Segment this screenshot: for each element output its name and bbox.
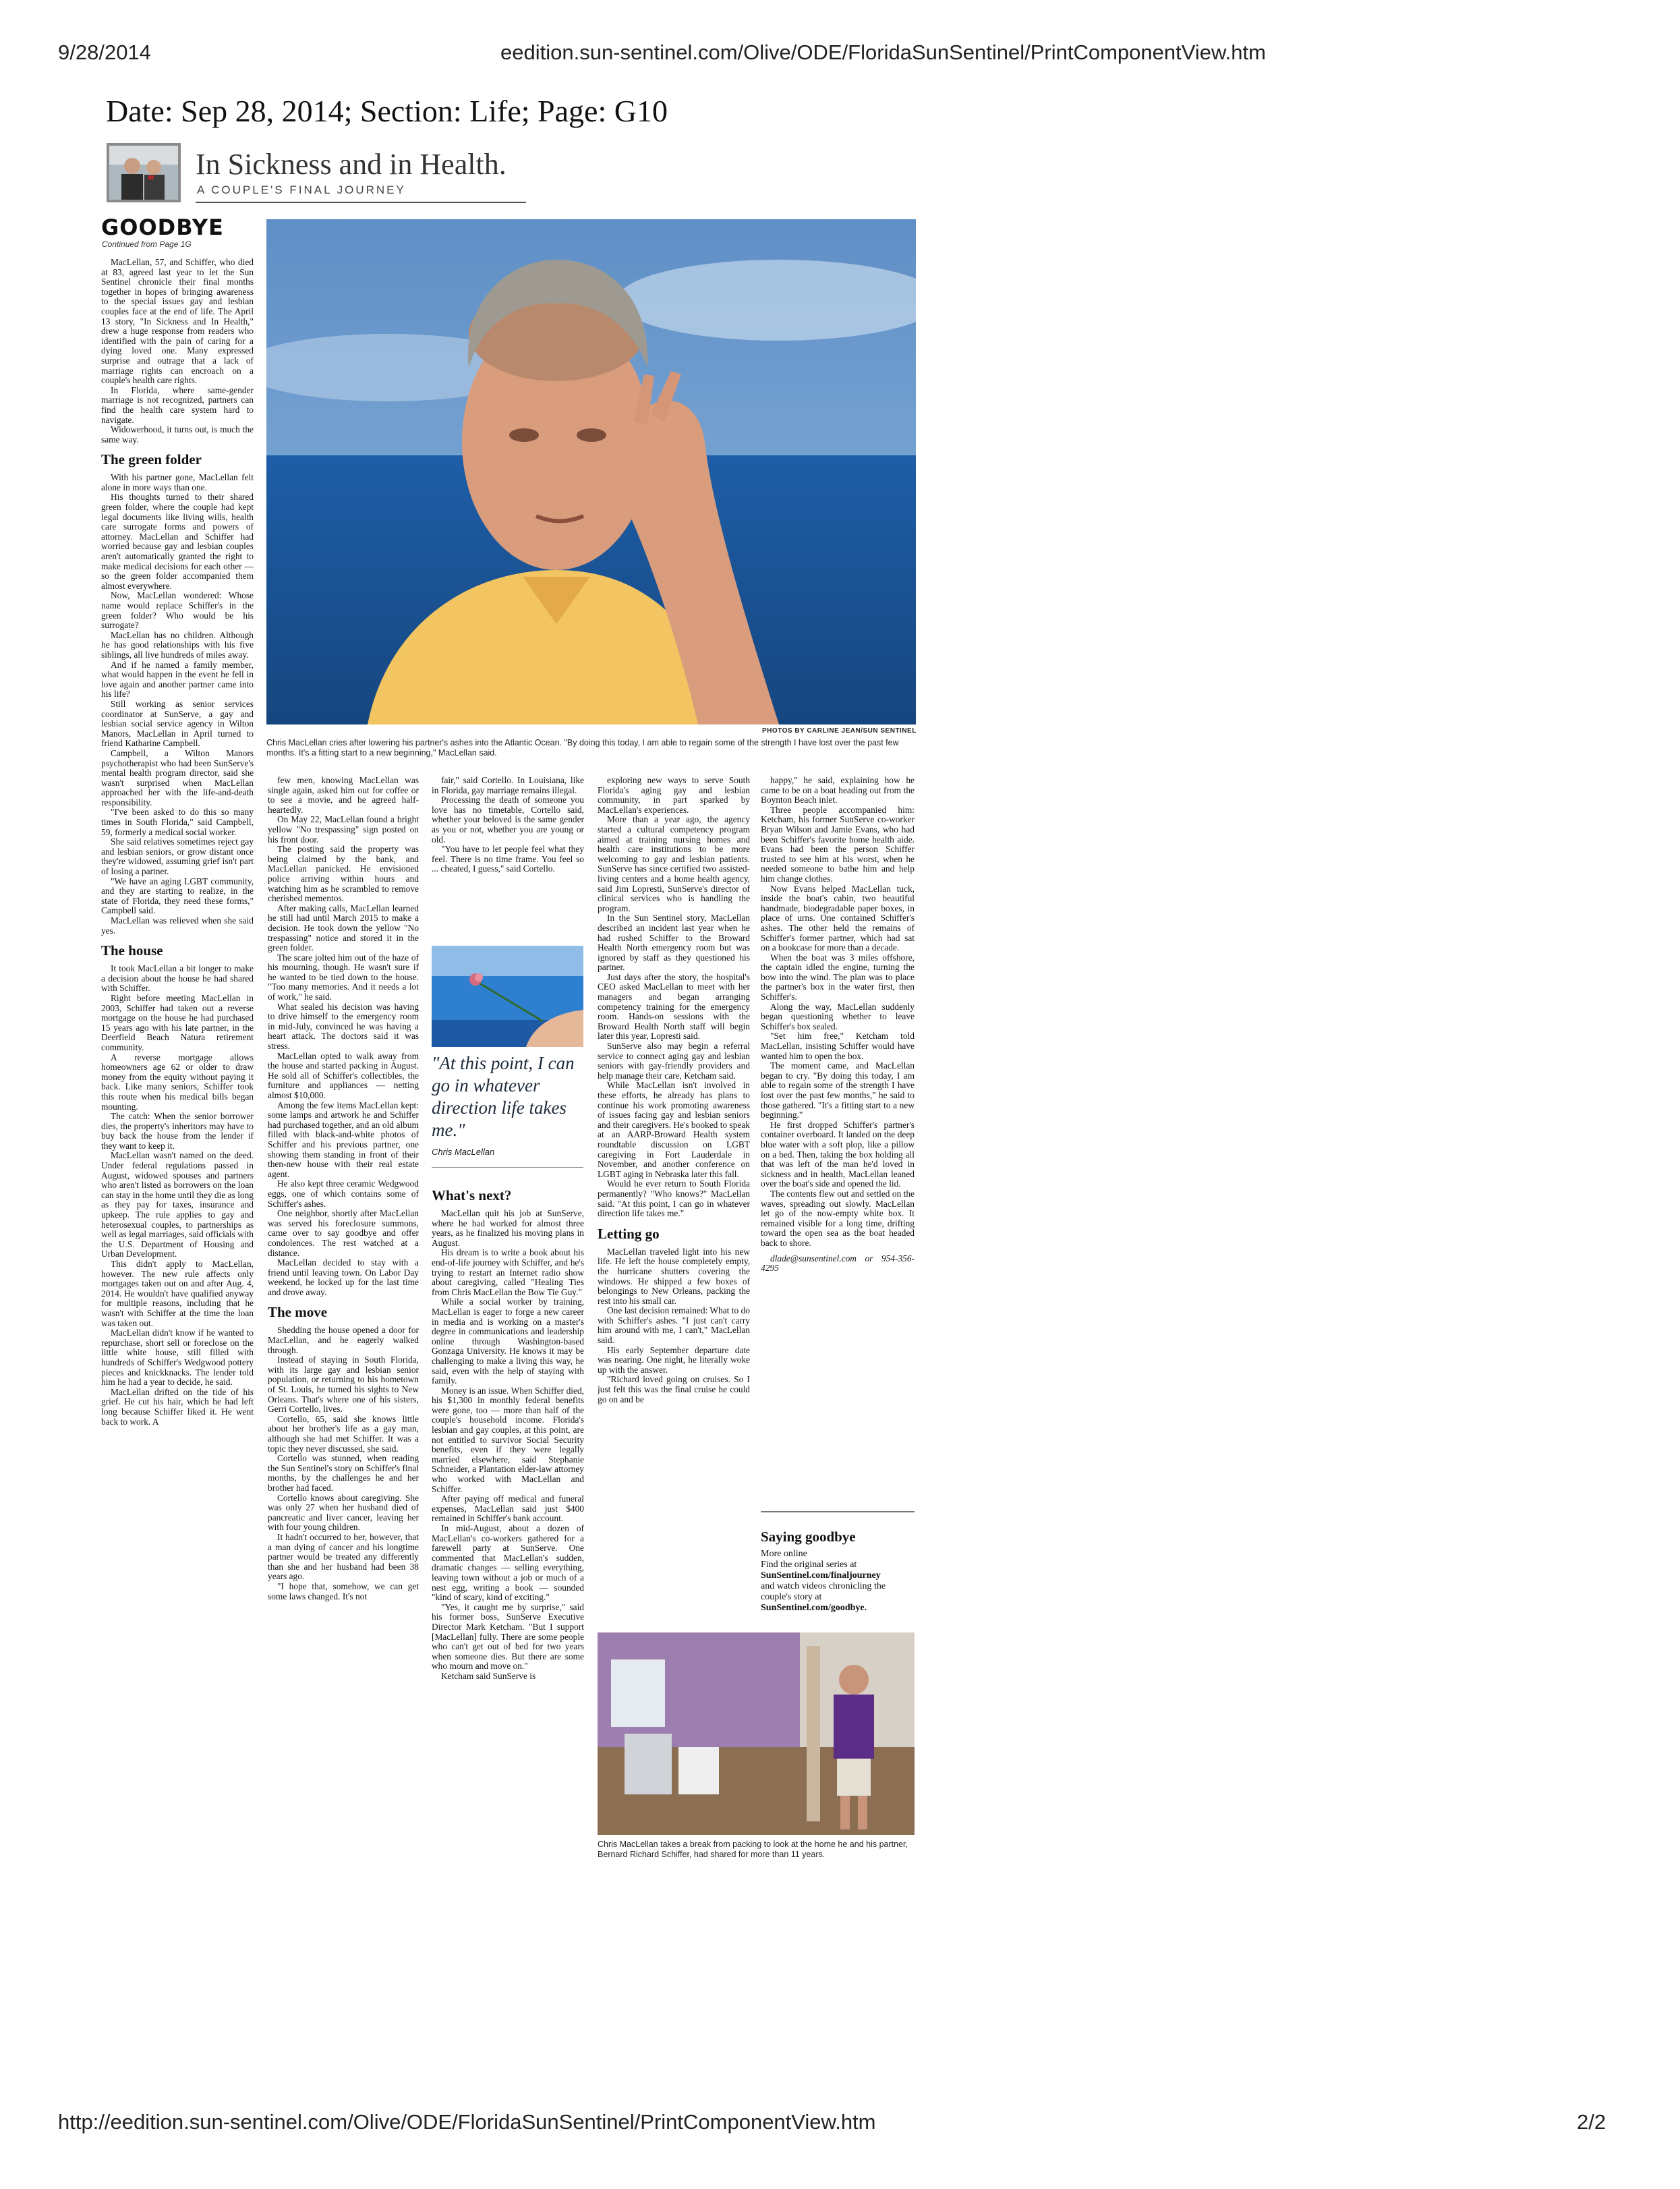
sidebar-body — [761, 1549, 915, 1614]
paragraph: MacLellan decided to stay with a friend until leaving town. On Labor Day weekend, he locked up for the last time and drove away. — [268, 1257, 419, 1297]
sidebar-rule — [761, 1511, 915, 1512]
story-kicker: GOODBYE — [101, 215, 224, 240]
article-column-3-bottom — [432, 1187, 584, 2105]
paragraph: His thoughts turned to their shared green folder, where the couple had kept legal documents like living wills, health care surrogate forms and powers of attorney. MacLellan and Schiffer had worried because gay and lesbian couples aren't automatically granted the right to make medical decisions for each other — so the green folder accompanied them almost everywhere. — [101, 492, 254, 591]
paragraph: While MacLellan isn't involved in these efforts, he already has plans to continue his work promoting awareness of issues facing gay and lesbian seniors and their caregivers. He's booked to speak at an AARP-Broward Health system roundtable discussion on LGBT caregiving in Fort Lauderdale in November, and another conference on LGBT aging in Nebraska later this fall. — [598, 1080, 750, 1179]
paragraph: He first dropped Schiffer's partner's container overboard. It landed on the deep blue water with a soft plop, like a pillow on a bed. Then, taking the box holding all that was left of the man he'd loved in sickness and in health, MacLellan leaned over the boat's side and opened the lid. — [761, 1119, 915, 1189]
series-rule — [196, 202, 526, 203]
paragraph: His early September departure date was nearing. One night, he literally woke up with the answer. — [598, 1344, 750, 1375]
paragraph: One neighbor, shortly after MacLellan was served his foreclosure summons, came over to say goodbye and offer condolences. The rest watched at a distance. — [268, 1208, 419, 1258]
series-title: In Sickness and in Health. — [196, 148, 506, 181]
paragraph: Cortello was stunned, when reading the Sun Sentinel's story on Schiffer's final months, by the challenges he and her brother had faced. — [268, 1453, 419, 1493]
subhead-letting-go: Letting go — [598, 1225, 660, 1242]
subhead-the-move: The move — [268, 1304, 328, 1321]
paragraph: Along the way, MacLellan suddenly began questioning whether to leave Schiffer's box sealed. — [761, 1001, 915, 1031]
paragraph: It took MacLellan a bit longer to make a decision about the house he had shared with Schiffer. — [101, 963, 254, 994]
sidebar-line: More online — [761, 1549, 807, 1559]
paragraph: Now, MacLellan wondered: Whose name would replace Schiffer's in the green folder? Who would be his surrogate? — [101, 590, 254, 631]
paragraph: MacLellan wasn't named on the deed. Under federal regulations passed in August, widowed spouses and partners who aren't listed as borrowers on the loan can stay in the home until they die as long as they pay for taxes, insurance and upkeep. The rule applies to gay and heterosexual couples, to partnerships as well as legal marriages, said officials with the U.S. Department of Housing and Urban Development. — [101, 1150, 254, 1259]
paragraph: "I hope that, somehow, we can get some laws changed. It's not — [268, 1581, 419, 1601]
paragraph: The catch: When the senior borrower dies, the property's inheritors may have to buy back the house from the lender if they want to keep it. — [101, 1111, 254, 1151]
paragraph: In the Sun Sentinel story, MacLellan described an incident last year when he had rushed Schiffer to the Broward Health North emergency room but was ignored by staff as they questioned his partner. — [598, 913, 750, 973]
room-photo-caption: Chris MacLellan takes a break from packing to look at the home he and his partner, Bernard Richard Schiffer, had shared for more than 11 years. — [598, 1840, 908, 1859]
paragraph: A reverse mortgage allows homeowners age 62 or older to draw money from the equity without paying it back. Like many seniors, Schiffer took this route when his medical bills began mounting. — [101, 1052, 254, 1112]
footer-page-number: 2/2 — [1577, 2110, 1606, 2134]
pull-quote: "At this point, I can go in whatever direction life takes me." — [432, 1053, 575, 1140]
paragraph: Shedding the house opened a door for MacLellan, and he eagerly walked through. — [268, 1325, 419, 1355]
article-column-1 — [101, 258, 254, 2106]
sidebar-line: Find the original series at — [761, 1560, 857, 1570]
article-column-4 — [598, 776, 750, 1622]
paragraph: "You have to let people feel what they feel. There is no time frame. You feel so ... cheated, I guess," said Cortello. — [432, 844, 584, 874]
series-subtitle: A COUPLE'S FINAL JOURNEY — [197, 183, 406, 196]
paragraph: The contents flew out and settled on the waves, spreading out slowly. MacLellan let go of the now-empty white box. It remained visible for a long time, drifting toward the open sea as the boat headed back to shore. — [761, 1188, 915, 1248]
paragraph: MacLellan has no children. Although he has good relationships with his five siblings, all live hundreds of miles away. — [101, 629, 254, 660]
continued-line: Continued from Page 1G — [102, 239, 192, 249]
paragraph: After paying off medical and funeral expenses, MacLellan said just $400 remained in Schiffer's bank account. — [432, 1494, 584, 1524]
paragraph: Cortello knows about caregiving. She was only 27 when her husband died of pancreatic and liver cancer, leaving her with four young children. — [268, 1492, 419, 1533]
paragraph: She said relatives sometimes reject gay and lesbian seniors, or grow distant once they're widowed, assuming grief isn't part of losing a partner. — [101, 836, 254, 877]
subhead-the-house: The house — [101, 942, 163, 959]
pull-quote-attribution: Chris MacLellan — [432, 1147, 495, 1157]
paragraph: Money is an issue. When Schiffer died, his $1,300 in monthly federal benefits were gone, too — more than half of the couple's household income. Florida's lesbian and gay couples, at this point, are not entitled to survivor Social Security benefits, even if they were legally married elsewhere, said Stephanie Schneider, a Plantation elder-law attorney who worked with MacLellan and Schiffer. — [432, 1385, 584, 1494]
article-column-5 — [761, 776, 915, 1504]
paragraph: MacLellan traveled light into his new life. He left the house completely empty, the hurricane shutters covering the windows. He shipped a few boxes of belongings to New Orleans, packing the rest into his small car. — [598, 1246, 750, 1306]
paragraph: Ketcham said SunServe is — [441, 1670, 536, 1681]
paragraph: "Set him free," Ketcham told MacLellan, insisting Schiffer would have wanted him to open the box. — [761, 1031, 915, 1061]
page-dateline: Date: Sep 28, 2014; Section: Life; Page: G10 — [106, 94, 668, 128]
rose-on-water-photo — [432, 946, 583, 1047]
paragraph: "We have an aging LGBT community, and they are starting to realize, in the state of Florida, they need these forms," Campbell said. — [101, 876, 254, 916]
paragraph: Instead of staying in South Florida, with its large gay and lesbian senior population, or returning to his hometown of St. Louis, he turned his sights to New Orleans. That's where one of his sisters, Gerri Cortello, lives. — [268, 1355, 419, 1415]
paragraph: The scare jolted him out of the haze of his mourning, though. He wasn't sure if he wanted to be tied down to the house. "Too many memories. And it needs a lot of work," he said. — [268, 952, 419, 1002]
paragraph: MacLellan didn't know if he wanted to repurchase, short sell or foreclose on the little white house, still filled with hundreds of Schiffer's Wedgwood pottery pieces and knickknacks. The lender told him he had a year to decide, he said. — [101, 1328, 254, 1388]
paragraph: In Florida, where same-gender marriage is not recognized, partners can find the health care system hard to navigate. — [101, 385, 254, 425]
paragraph: On May 22, MacLellan found a bright yellow "No trespassing" sign posted on his front door. — [268, 814, 419, 845]
paragraph: MacLellan drifted on the tide of his grief. He cut his hair, which he had left long because Schiffer liked it. He went back to work. A — [101, 1386, 254, 1427]
subhead-green-folder: The green folder — [101, 451, 202, 468]
paragraph: "Yes, it caught me by surprise," said his former boss, SunServe Executive Director Mark Ketcham. "But I support [MacLellan] fully. There are some people who can't get out of bed for two years when someone dies. But there are some who mourn and move on." — [432, 1601, 584, 1672]
paragraph: few men, knowing MacLellan was single again, asked him out for coffee or to see a movie, and he agreed half-heartedly. — [268, 776, 419, 815]
paragraph: "I've been asked to do this so many times in South Florida," said Campbell, 59, formerly a medical social worker. — [101, 807, 254, 837]
footer-url: http://eedition.sun-sentinel.com/Olive/ODE/FloridaSunSentinel/PrintComponentView.htm — [58, 2110, 876, 2134]
empty-house-photo — [598, 1632, 915, 1835]
browser-print-url: eedition.sun-sentinel.com/Olive/ODE/FloridaSunSentinel/PrintComponentView.htm — [500, 40, 1266, 64]
paragraph: He also kept three ceramic Wedgwood eggs, one of which contains some of Schiffer's ashes. — [268, 1178, 419, 1209]
paragraph: "Richard loved going on cruises. So I just felt this was the final cruise he could go on and be — [598, 1374, 750, 1404]
pull-quote-rule — [432, 1167, 583, 1168]
paragraph: With his partner gone, MacLellan felt alone in more ways than one. — [101, 472, 254, 492]
paragraph: MacLellan opted to walk away from the house and started packing in August. He sold all of Schiffer's collectibles, the furniture and appliances — netting almost $10,000. — [268, 1050, 419, 1100]
paragraph: Still working as senior services coordinator at SunServe, a gay and lesbian social service agency in Wilton Manors, MacLellan in April turned to friend Katharine Campbell. — [101, 698, 254, 749]
sidebar-line: and watch videos chronicling the couple's story at — [761, 1581, 886, 1602]
paragraph: SunServe also may begin a referral service to connect aging gay and lesbian seniors with gay-friendly providers and help manage their care, Ketcham said. — [598, 1041, 750, 1081]
sidebar-heading: Saying goodbye — [761, 1529, 856, 1545]
sidebar-link-goodbye[interactable]: SunSentinel.com/goodbye. — [761, 1603, 867, 1613]
hero-photo-man-crying — [266, 219, 916, 724]
paragraph: After making calls, MacLellan learned he still had until March 2015 to make a decision. He took down the yellow "No trespassing" notice and stored it in the green folder. — [268, 903, 419, 953]
article-column-2 — [268, 776, 419, 2105]
paragraph: More than a year ago, the agency started a cultural competency program aimed at training nursing homes and health care institutions to be more welcoming to gay and lesbian patients. SunServe has since certified two assisted-living centers and a home health agency, said Jim Lopresti, SunServe's director of clinical services who is handling the program. — [598, 814, 750, 913]
paragraph: Cortello, 65, said she knows little about her brother's life as a gay man, although she had met Schiffer. It was a topic they never discussed, she said. — [268, 1413, 419, 1454]
paragraph: What sealed his decision was having to drive himself to the emergency room in mid-July, convinced he was having a heart attack. The doctors said it was stress. — [268, 1001, 419, 1052]
paragraph: Just days after the story, the hospital's CEO asked MacLellan to meet with her managers and began arranging competency training for the emergency room. Hands-on sessions with the Broward Health North staff will begin later this year, Lopresti said. — [598, 971, 750, 1042]
paragraph: Campbell, a Wilton Manors psychotherapist who had been SunServe's mental health program director, said she wasn't surprised when MacLellan approached her with the life-and-death responsibility. — [101, 747, 254, 807]
paragraph: Processing the death of someone you love has no timetable, Cortello said, whether your beloved is the same gender as you or not, whether you are young or old. — [432, 795, 584, 845]
paragraph: The moment came, and MacLellan began to cry. "By doing this today, I am able to regain some of the strength I have lost over the past few months," he said to those gathered. "It's a fitting start to a new beginning." — [761, 1060, 915, 1120]
paragraph: And if he named a family member, what would happen in the event he fell in love again and another partner came into his life? — [101, 659, 254, 700]
paragraph: Three people accompanied him: Ketcham, his former SunServe co-worker Bryan Wilson and Jamie Evans, who had been Schiffer's favorite home health aide. Evans had been the person Schiffer trusted to see him at his worst, when he needed someone to bathe him and help him change clothes. — [761, 804, 915, 884]
paragraph: fair," said Cortello. In Louisiana, like in Florida, gay marriage remains illegal. — [432, 776, 584, 795]
paragraph: The posting said the property was being claimed by the bank, and MacLellan panicked. He envisioned police arriving within hours and watching him as he scrambled to remove cherished mementos. — [268, 844, 419, 904]
paragraph: MacLellan quit his job at SunServe, where he had worked for almost three years, as he finalized his moving plans in August. — [432, 1208, 584, 1248]
paragraph: MacLellan was relieved when she said yes. — [101, 915, 254, 936]
paragraph: His dream is to write a book about his end-of-life journey with Schiffer, and he's trying to restart an Internet radio show about caregiving, called "Healing Ties from Chris MacLellan the Bow Tie Guy." — [432, 1247, 584, 1297]
sidebar-link-finaljourney[interactable]: SunSentinel.com/finaljourney — [761, 1570, 881, 1581]
paragraph: This didn't apply to MacLellan, however. The new rule affects only mortgages taken out on and after Aug. 4, 2014. He wouldn't have qualified anyway for multiple reasons, including that he wasn't with Schiffer at the time the loan was taken out. — [101, 1259, 254, 1328]
article-column-3-top — [432, 776, 584, 941]
paragraph: Widowerhood, it turns out, is much the same way. — [101, 424, 254, 445]
paragraph: Would he ever return to South Florida permanently? "Who knows?" MacLellan said. "At this point, I can go in whatever direction life takes me." — [598, 1178, 750, 1219]
paragraph: One last decision remained: What to do with Schiffer's ashes. "I just can't carry him around with me, I can't," MacLellan said. — [598, 1305, 750, 1346]
hero-caption: Chris MacLellan cries after lowering his partner's ashes into the Atlantic Ocean. "By doing this today, I am able to regain some of the strength I have lost over the past few months. It's a fitting start to a new beginning," MacLellan said. — [266, 738, 899, 758]
paragraph: Now Evans helped MacLellan tuck, inside the boat's cabin, two beautiful handmade, biodegradable paper boxes, in place of urns. One contained Schiffer's ashes. The other held the remains of Schiffer's former partner, which had sat on a bookcase for more than a decade. — [761, 883, 915, 953]
browser-print-date: 9/28/2014 — [58, 40, 151, 64]
paragraph: When the boat was 3 miles offshore, the captain idled the engine, turning the bow into the wind. The plan was to place the partner's box in the water first, then Schiffer's. — [761, 952, 915, 1002]
paragraph: MacLellan, 57, and Schiffer, who died at 83, agreed last year to let the Sun Sentinel chronicle their final months together in hopes of bringing awareness to the special issues gay and lesbian couples face at the end of life. The April 13 story, "In Sickness and In Health," drew a huge response from readers who identified with the pain of caring for a dying loved one. Many expressed surprise and outrage that a lack of marriage rights can encroach on a couple's health care rights. — [101, 258, 254, 386]
paragraph: In mid-August, about a dozen of MacLellan's co-workers gathered for a farewell party at SunServe. One commented that MacLellan's sudden, dramatic changes — selling everything, leaving town without a job or much of a nest egg, writing a book — sounded "kind of scary, kind of exciting." — [432, 1523, 584, 1603]
paragraph: Right before meeting MacLellan in 2003, Schiffer had taken out a reverse mortgage on the house he had purchased 15 years ago with his late partner, in the Deerfield Beach Natura retirement community. — [101, 992, 254, 1052]
series-logo-photo — [107, 143, 181, 202]
paragraph: happy," he said, explaining how he came to be on a boat heading out from the Boynton Beach inlet. — [761, 776, 915, 805]
paragraph: exploring new ways to serve South Florida's aging gay and lesbian community, in part sparked by MacLellan's experiences. — [598, 776, 750, 815]
author-email: dlade@sunsentinel.com or 954-356-4295 — [761, 1253, 915, 1274]
paragraph: Among the few items MacLellan kept: some lamps and artwork he and Schiffer had purchased together, and an old album filled with black-and-white photos of Schiffer and his previous partner, one showing them standing in front of their then-new house with their real estate agent. — [268, 1100, 419, 1179]
photo-credit: PHOTOS BY CARLINE JEAN/SUN SENTINEL — [762, 727, 917, 735]
paragraph: It hadn't occurred to her, however, that a man dying of cancer and his longtime partner would be treated any differently than she and her husband had been 38 years ago. — [268, 1531, 419, 1582]
subhead-whats-next: What's next? — [432, 1187, 512, 1203]
paragraph: While a social worker by training, MacLellan is eager to forge a new career in media and is working on a master's degree in communications and leadership online through Washington-based Gonzaga University. He knows it may be challenging to make a living this way, he said, even with the help of staying with family. — [432, 1297, 584, 1386]
